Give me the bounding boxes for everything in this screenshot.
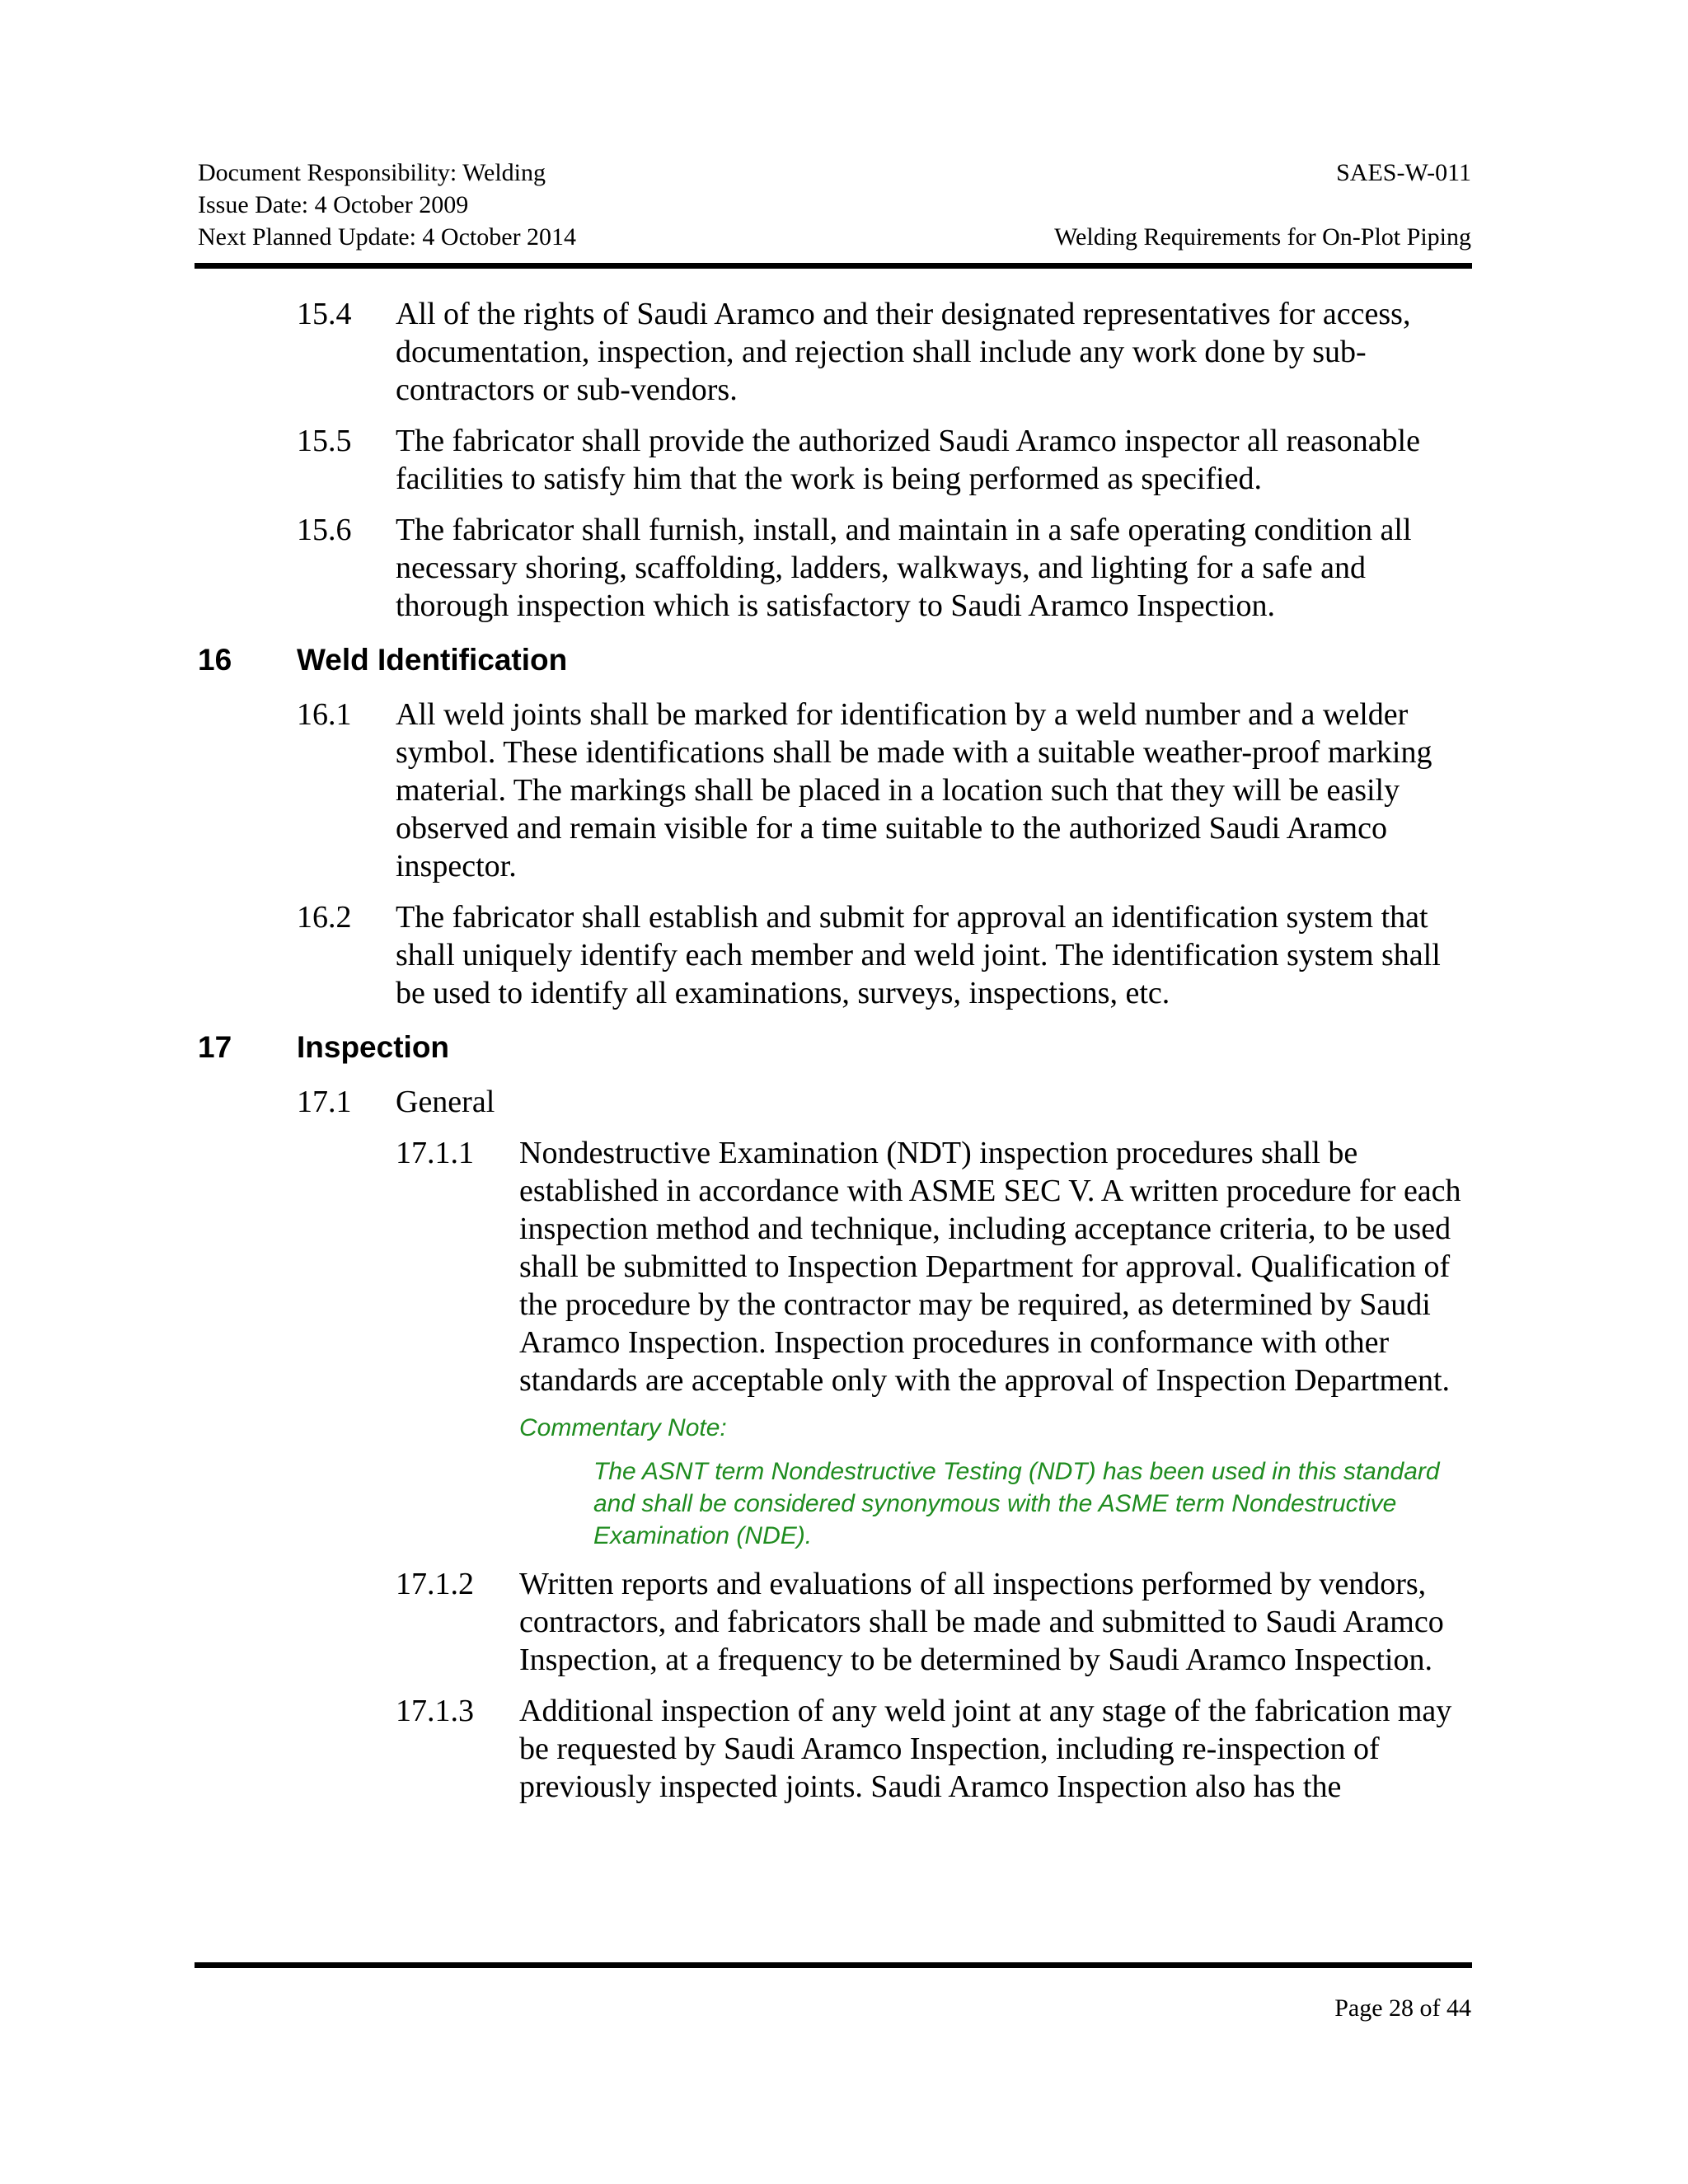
section-title: Inspection [297, 1030, 450, 1064]
doc-title: Welding Requirements for On-Plot Piping [1054, 223, 1471, 251]
clause-text: General [396, 1085, 495, 1119]
clause-number: 17.1.1 [396, 1136, 474, 1170]
section-heading-16 [198, 641, 1471, 679]
section-title: Weld Identification [297, 643, 568, 677]
clause-number: 16.1 [297, 697, 352, 732]
doc-number: SAES-W-011 [1336, 159, 1471, 186]
clause-text: Written reports and evaluations of all inspections performed by vendors, contractors, and fabricators shall be made and submitted to Saudi Aramco Inspection, at a frequency to be determined by Saudi Aramco Inspection. [519, 1567, 1444, 1677]
section-number: 17 [198, 1030, 232, 1064]
clause-number: 16.2 [297, 900, 352, 935]
commentary-note-text: The ASNT term Nondestructive Testing (NDT) has been used in this standard and shall be considered synonymous with the ASME term Nondestructive Examination (NDE). [593, 1458, 1440, 1549]
clause-number: 17.1.3 [396, 1694, 474, 1728]
footer-rule [195, 1962, 1472, 1968]
page-number: Page 28 of 44 [1334, 1994, 1471, 2022]
clause-17-1-2 [396, 1565, 1471, 1679]
clause-16-2 [297, 898, 1471, 1012]
clause-16-1 [297, 696, 1471, 885]
clause-17-1-1 [396, 1134, 1471, 1399]
clause-number: 15.6 [297, 513, 352, 547]
clause-number: 15.5 [297, 424, 352, 458]
clause-text: All weld joints shall be marked for identification by a weld number and a welder symbol. These identifications shall be made with a suitable weather-proof marking material. The markings shall be placed in a location such that they will be easily observed and remain visible for a time suitable to the authorized Saudi Aramco inspector. [396, 697, 1432, 883]
clause-number: 17.1 [297, 1085, 352, 1119]
clause-17-1-3 [396, 1692, 1471, 1806]
clause-text: The fabricator shall establish and submit for approval an identification system that shall uniquely identify each member and weld joint. The identification system shall be used to identify all examinations, surveys, inspections, etc. [396, 900, 1441, 1010]
clause-text: The fabricator shall provide the authorized Saudi Aramco inspector all reasonable facilities to satisfy him that the work is being performed as specified. [396, 424, 1420, 496]
next-planned-update: Next Planned Update: 4 October 2014 [198, 223, 577, 251]
clause-15-4 [297, 295, 1471, 409]
clause-15-6 [297, 511, 1471, 625]
clause-number: 17.1.2 [396, 1567, 474, 1601]
clause-number: 15.4 [297, 297, 352, 331]
header-rule [195, 263, 1472, 269]
page-header [198, 157, 1471, 253]
doc-responsibility: Document Responsibility: Welding [198, 159, 546, 186]
section-heading-17 [198, 1029, 1471, 1066]
issue-date: Issue Date: 4 October 2009 [198, 191, 469, 218]
section-number: 16 [198, 643, 232, 677]
clause-text: All of the rights of Saudi Aramco and their designated representatives for access, documentation, inspection, and rejection shall include any work done by sub-contractors or sub-vendors. [396, 297, 1411, 407]
commentary-note-label: Commentary Note: [519, 1414, 727, 1441]
clause-text: Nondestructive Examination (NDT) inspection procedures shall be established in accordance with ASME SEC V. A written procedure for each inspection method and technique, including acceptance criteria, to be used shall be submitted to Inspection Department for approval. Qualification of the procedure by the contractor may be required, as determined by Saudi Aramco Inspection. Inspection procedures in conformance with other standards are acceptable only with the approval of Inspection Department. [519, 1136, 1461, 1398]
clause-17-1 [297, 1083, 1471, 1121]
clause-15-5 [297, 422, 1471, 498]
document-body [198, 295, 1471, 1819]
clause-text: Additional inspection of any weld joint at any stage of the fabrication may be requested by Saudi Aramco Inspection, including re-inspection of previously inspected joints. Saudi Aramco Inspection also has the [519, 1694, 1452, 1804]
clause-text: The fabricator shall furnish, install, and maintain in a safe operating condition all necessary shoring, scaffolding, ladders, walkways, and lighting for a safe and thorough inspection which is satisfactory to Saudi Aramco Inspection. [396, 513, 1412, 623]
